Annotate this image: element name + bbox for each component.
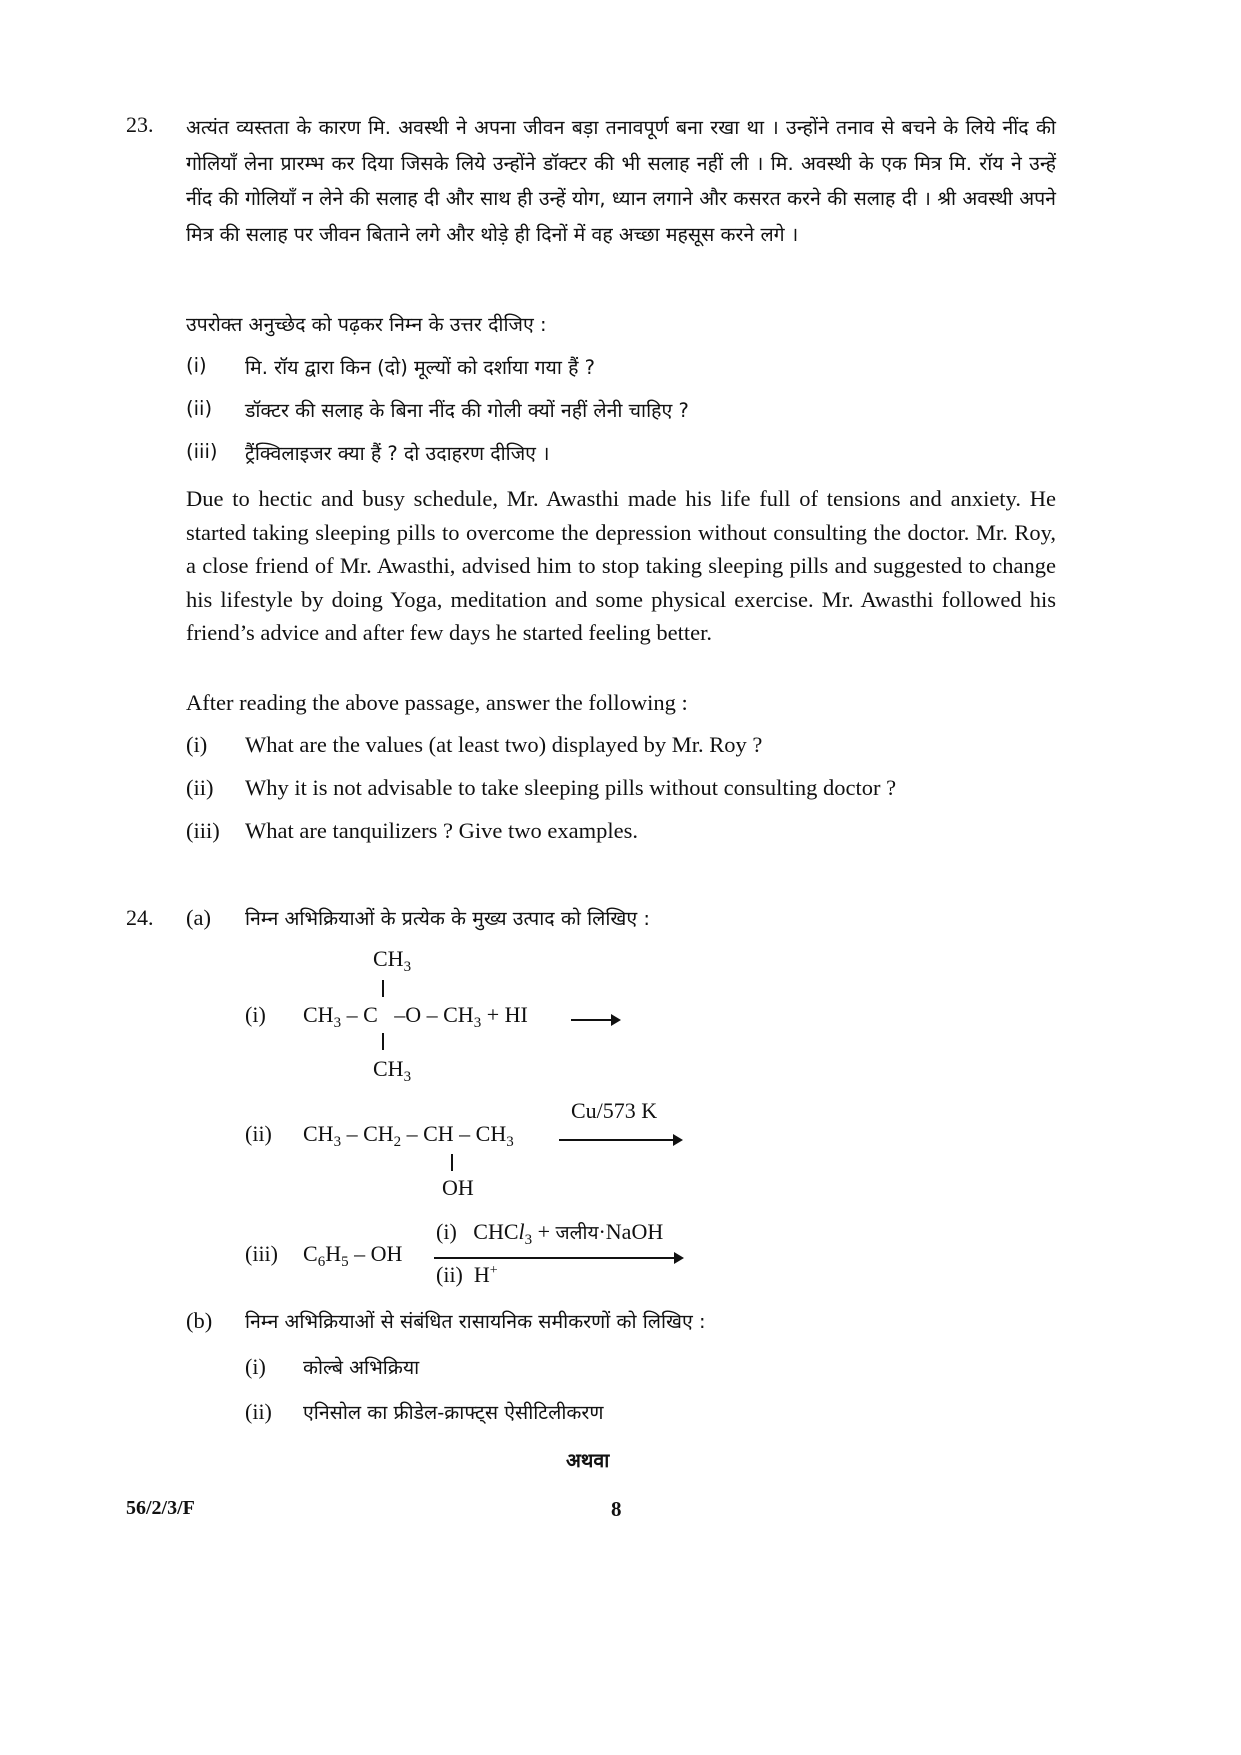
q23-hindi-passage: अत्यंत व्यस्तता के कारण मि. अवस्थी ने अपना जीवन बड़ा तनावपूर्ण बना रखा था । उन्होंने तनाव से बचने के लिये नींद की गोलियाँ लेना प्रारम्भ कर दिया जिसके लिये उन्होंने डॉक्टर की भी सलाह नहीं ली । मि. अवस्थी के एक मित्र मि. रॉय ने उन्हें नींद की गोलियाँ न लेने की सलाह दी और साथ ही उन्हें योग, ध्यान लगाने और कसरत करने की सलाह दी । श्री अवस्थी अपने मित्र की सलाह पर जीवन बिताने लगे और थोड़े ही दिनों में वह अच्छा महसूस करने लगे । [186, 116, 1056, 246]
reaction-ii-bond [451, 1154, 453, 1171]
q23-hindi-instruction: उपरोक्त अनुच्छेद को पढ़कर निम्न के उत्तर दीजिए : [186, 313, 547, 336]
reaction-i-arrow-icon [571, 1019, 619, 1021]
q24-part-b-text: निम्न अभिक्रियाओं से संबंधित रासायनिक समीकरणों को लिखिए : [245, 1310, 706, 1333]
q23-english-part-num: (iii) [186, 818, 220, 843]
q24-part-b-item-text: कोल्बे अभिक्रिया [303, 1356, 420, 1379]
q24-part-b-item-num: (ii) [245, 1399, 272, 1424]
q23-hindi-part-text: मि. रॉय द्वारा किन (दो) मूल्यों को दर्शाया गया हैं ? [245, 356, 596, 379]
reaction-i-top-group: $CH_3$ [373, 946, 412, 975]
reaction-ii-num: (ii) [245, 1121, 272, 1146]
q23-english-part-text: What are the values (at least two) displayed by Mr. Roy ? [245, 732, 763, 757]
reaction-i-bottom-bond [382, 1033, 384, 1050]
q23-hindi-part-num: (i) [186, 354, 207, 377]
reaction-ii-condition: Cu/573 K [571, 1098, 658, 1123]
question-number-24: 24. [126, 905, 154, 930]
reaction-i-equation: $CH_3$ – C $-O - CH_3$ + HI [303, 1002, 528, 1031]
q23-english-part-num: (i) [186, 732, 208, 757]
q23-english-part-num: (ii) [186, 775, 214, 800]
q23-english-instruction: After reading the above passage, answer the following : [186, 690, 688, 715]
reaction-ii-equation: $CH_3 - CH_2$ – CH – $CH_3$ [303, 1121, 514, 1150]
question-number-23: 23. [126, 112, 154, 137]
reaction-ii-substituent: OH [442, 1175, 474, 1200]
reaction-iii-arrow-icon [434, 1257, 682, 1259]
q24-part-a-text: निम्न अभिक्रियाओं के प्रत्येक के मुख्य उत्पाद को लिखिए : [245, 907, 650, 930]
reaction-i-top-bond [382, 980, 384, 997]
reaction-iii-num: (iii) [245, 1241, 278, 1266]
reaction-iii-reactant: $C_6H_5$ – OH [303, 1241, 403, 1270]
page-number: 8 [611, 1497, 622, 1521]
q23-english-passage: Due to hectic and busy schedule, Mr. Awasthi made his life full of tensions and anxiety. He started taking sleeping pills to overcome the depression without consulting the doctor. Mr. Roy, a close friend of Mr. Awasthi, advised him to stop taking sleeping pills and suggested to change his lifestyle by doing Yoga, meditation and some physical exercise. Mr. Awasthi followed his friend’s advice and after few days he started feeling better. [186, 486, 1056, 645]
q23-english-part-text: What are tanquilizers ? Give two examples. [245, 818, 638, 843]
q24-part-b-label: (b) [186, 1308, 213, 1333]
reaction-i-num: (i) [245, 1002, 266, 1027]
reaction-iii-condition-2: (ii) H+ [436, 1262, 498, 1287]
q23-hindi-part-num: (iii) [186, 440, 218, 463]
q23-hindi-part-text: ट्रैंक्विलाइजर क्या हैं ? दो उदाहरण दीजिए । [245, 442, 550, 465]
q24-part-b-item-text: एनिसोल का फ्रीडेल-क्राफ्ट्स ऐसीटिलीकरण [303, 1401, 604, 1424]
q23-hindi-part-text: डॉक्टर की सलाह के बिना नींद की गोली क्यों नहीं लेनी चाहिए ? [245, 399, 689, 422]
reaction-i-bottom-group: $CH_3$ [373, 1056, 412, 1085]
reaction-ii-arrow-icon [559, 1139, 681, 1141]
q24-part-b-item-num: (i) [245, 1354, 266, 1379]
reaction-iii-condition-1: (i) CHCl$_3$ + जलीय·NaOH [436, 1219, 664, 1248]
q23-english-part-text: Why it is not advisable to take sleeping pills without consulting doctor ? [245, 775, 897, 800]
or-separator: अथवा [566, 1449, 610, 1472]
paper-code: 56/2/3/F [126, 1497, 195, 1519]
q24-part-a-label: (a) [186, 905, 211, 930]
q23-hindi-part-num: (ii) [186, 397, 213, 420]
